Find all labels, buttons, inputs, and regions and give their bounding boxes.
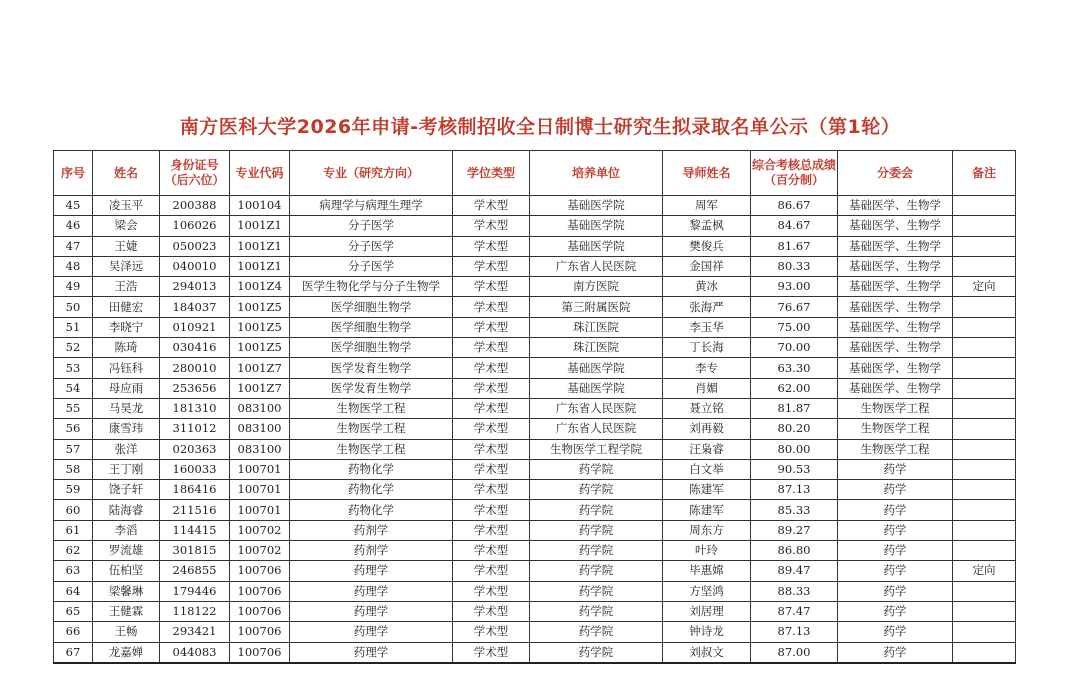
table-row <box>54 561 1016 581</box>
cell-name: 田健宏 <box>93 297 160 317</box>
table-row <box>54 520 1016 540</box>
cell-major-code: 100701 <box>230 480 290 500</box>
cell-total-score: 90.53 <box>751 459 838 479</box>
cell-remarks <box>953 378 1016 398</box>
cell-total-score: 89.47 <box>751 561 838 581</box>
cell-index: 47 <box>54 236 93 256</box>
cell-degree-type: 学术型 <box>453 439 530 459</box>
cell-degree-type: 学术型 <box>453 236 530 256</box>
cell-committee: 药学 <box>838 520 953 540</box>
cell-name: 陈琦 <box>93 338 160 358</box>
cell-name: 饶子轩 <box>93 480 160 500</box>
cell-training-unit: 珠江医院 <box>530 317 663 337</box>
cell-training-unit: 基础医学院 <box>530 216 663 236</box>
cell-index: 65 <box>54 601 93 621</box>
cell-degree-type: 学术型 <box>453 601 530 621</box>
cell-supervisor: 叶玲 <box>663 541 751 561</box>
cell-major-code: 100701 <box>230 500 290 520</box>
cell-id-suffix: 253656 <box>160 378 230 398</box>
cell-id-suffix: 293421 <box>160 622 230 642</box>
table-row <box>54 236 1016 256</box>
cell-remarks <box>953 520 1016 540</box>
cell-degree-type: 学术型 <box>453 642 530 663</box>
cell-major: 生物医学工程 <box>290 419 453 439</box>
cell-committee: 药学 <box>838 459 953 479</box>
cell-index: 49 <box>54 277 93 297</box>
table-row <box>54 459 1016 479</box>
cell-committee: 药学 <box>838 581 953 601</box>
cell-major-code: 100104 <box>230 196 290 216</box>
cell-degree-type: 学术型 <box>453 459 530 479</box>
cell-total-score: 80.33 <box>751 256 838 276</box>
cell-id-suffix: 160033 <box>160 459 230 479</box>
table-row <box>54 439 1016 459</box>
cell-remarks <box>953 419 1016 439</box>
cell-training-unit: 药学院 <box>530 541 663 561</box>
cell-major: 医学细胞生物学 <box>290 317 453 337</box>
cell-supervisor: 刘叔文 <box>663 642 751 663</box>
header-major: 专业（研究方向） <box>290 151 453 196</box>
cell-supervisor: 李玉华 <box>663 317 751 337</box>
cell-committee: 药学 <box>838 601 953 621</box>
cell-degree-type: 学术型 <box>453 561 530 581</box>
cell-major-code: 083100 <box>230 398 290 418</box>
cell-supervisor: 刘居理 <box>663 601 751 621</box>
header-committee: 分委会 <box>838 151 953 196</box>
table-row <box>54 317 1016 337</box>
cell-index: 48 <box>54 256 93 276</box>
cell-supervisor: 刘再毅 <box>663 419 751 439</box>
cell-remarks <box>953 581 1016 601</box>
cell-supervisor: 周军 <box>663 196 751 216</box>
cell-index: 56 <box>54 419 93 439</box>
cell-name: 李滔 <box>93 520 160 540</box>
cell-degree-type: 学术型 <box>453 480 530 500</box>
cell-id-suffix: 184037 <box>160 297 230 317</box>
cell-committee: 生物医学工程 <box>838 398 953 418</box>
cell-major: 医学生物化学与分子生物学 <box>290 277 453 297</box>
cell-degree-type: 学术型 <box>453 196 530 216</box>
table-row <box>54 398 1016 418</box>
cell-index: 66 <box>54 622 93 642</box>
cell-committee: 基础医学、生物学 <box>838 338 953 358</box>
cell-major: 药理学 <box>290 581 453 601</box>
table-row <box>54 480 1016 500</box>
cell-name: 马昊龙 <box>93 398 160 418</box>
cell-index: 54 <box>54 378 93 398</box>
cell-remarks <box>953 439 1016 459</box>
cell-index: 62 <box>54 541 93 561</box>
table-row <box>54 256 1016 276</box>
cell-training-unit: 药学院 <box>530 581 663 601</box>
cell-committee: 药学 <box>838 541 953 561</box>
cell-remarks <box>953 642 1016 663</box>
cell-major: 药理学 <box>290 642 453 663</box>
cell-id-suffix: 050023 <box>160 236 230 256</box>
table-row <box>54 622 1016 642</box>
cell-major-code: 100706 <box>230 581 290 601</box>
cell-major-code: 1001Z7 <box>230 358 290 378</box>
cell-name: 王畅 <box>93 622 160 642</box>
cell-major-code: 100706 <box>230 561 290 581</box>
cell-major: 药物化学 <box>290 459 453 479</box>
cell-training-unit: 药学院 <box>530 500 663 520</box>
header-training-unit: 培养单位 <box>530 151 663 196</box>
cell-supervisor: 黎孟枫 <box>663 216 751 236</box>
cell-supervisor: 周东方 <box>663 520 751 540</box>
cell-total-score: 81.87 <box>751 398 838 418</box>
header-remarks: 备注 <box>953 151 1016 196</box>
cell-total-score: 70.00 <box>751 338 838 358</box>
cell-major-code: 1001Z5 <box>230 338 290 358</box>
cell-id-suffix: 106026 <box>160 216 230 236</box>
cell-id-suffix: 186416 <box>160 480 230 500</box>
cell-major: 药理学 <box>290 561 453 581</box>
cell-supervisor: 方坚鸿 <box>663 581 751 601</box>
cell-id-suffix: 020363 <box>160 439 230 459</box>
cell-committee: 基础医学、生物学 <box>838 216 953 236</box>
table-row <box>54 358 1016 378</box>
cell-major: 分子医学 <box>290 256 453 276</box>
cell-major: 病理学与病理生理学 <box>290 196 453 216</box>
cell-training-unit: 广东省人民医院 <box>530 419 663 439</box>
cell-supervisor: 肖媚 <box>663 378 751 398</box>
cell-id-suffix: 044083 <box>160 642 230 663</box>
cell-major: 医学发育生物学 <box>290 378 453 398</box>
cell-major-code: 1001Z4 <box>230 277 290 297</box>
cell-major: 医学细胞生物学 <box>290 297 453 317</box>
cell-name: 母应雨 <box>93 378 160 398</box>
cell-degree-type: 学术型 <box>453 256 530 276</box>
cell-total-score: 87.00 <box>751 642 838 663</box>
table-row <box>54 378 1016 398</box>
cell-supervisor: 汪枭睿 <box>663 439 751 459</box>
cell-committee: 药学 <box>838 642 953 663</box>
cell-degree-type: 学术型 <box>453 398 530 418</box>
cell-degree-type: 学术型 <box>453 338 530 358</box>
cell-training-unit: 第三附属医院 <box>530 297 663 317</box>
cell-remarks <box>953 398 1016 418</box>
cell-supervisor: 白文举 <box>663 459 751 479</box>
cell-name: 龙嘉婵 <box>93 642 160 663</box>
cell-id-suffix: 301815 <box>160 541 230 561</box>
cell-id-suffix: 280010 <box>160 358 230 378</box>
cell-remarks <box>953 541 1016 561</box>
cell-total-score: 76.67 <box>751 297 838 317</box>
cell-major: 药物化学 <box>290 480 453 500</box>
cell-training-unit: 药学院 <box>530 642 663 663</box>
cell-committee: 基础医学、生物学 <box>838 277 953 297</box>
cell-supervisor: 丁长海 <box>663 338 751 358</box>
table-row <box>54 581 1016 601</box>
cell-committee: 药学 <box>838 500 953 520</box>
cell-degree-type: 学术型 <box>453 622 530 642</box>
cell-total-score: 87.13 <box>751 622 838 642</box>
cell-training-unit: 药学院 <box>530 459 663 479</box>
cell-training-unit: 南方医院 <box>530 277 663 297</box>
cell-id-suffix: 114415 <box>160 520 230 540</box>
cell-committee: 药学 <box>838 622 953 642</box>
cell-committee: 药学 <box>838 480 953 500</box>
cell-supervisor: 李专 <box>663 358 751 378</box>
cell-total-score: 62.00 <box>751 378 838 398</box>
cell-total-score: 86.80 <box>751 541 838 561</box>
cell-major-code: 1001Z5 <box>230 317 290 337</box>
cell-index: 64 <box>54 581 93 601</box>
cell-supervisor: 陈建军 <box>663 480 751 500</box>
table-row <box>54 601 1016 621</box>
table-row <box>54 419 1016 439</box>
header-total-score: 综合考核总成绩（百分制） <box>751 151 838 196</box>
cell-supervisor: 陈建军 <box>663 500 751 520</box>
cell-degree-type: 学术型 <box>453 277 530 297</box>
cell-major: 生物医学工程 <box>290 398 453 418</box>
table-row <box>54 642 1016 663</box>
cell-supervisor: 黄冰 <box>663 277 751 297</box>
cell-name: 张洋 <box>93 439 160 459</box>
cell-major-code: 100706 <box>230 601 290 621</box>
cell-training-unit: 药学院 <box>530 561 663 581</box>
cell-remarks <box>953 459 1016 479</box>
cell-remarks <box>953 480 1016 500</box>
cell-total-score: 87.13 <box>751 480 838 500</box>
cell-major-code: 1001Z1 <box>230 216 290 236</box>
cell-name: 凌玉平 <box>93 196 160 216</box>
cell-remarks <box>953 338 1016 358</box>
cell-training-unit: 药学院 <box>530 622 663 642</box>
cell-major: 分子医学 <box>290 216 453 236</box>
cell-remarks <box>953 358 1016 378</box>
cell-name: 李晓宁 <box>93 317 160 337</box>
cell-committee: 基础医学、生物学 <box>838 297 953 317</box>
cell-training-unit: 珠江医院 <box>530 338 663 358</box>
cell-committee: 基础医学、生物学 <box>838 317 953 337</box>
cell-training-unit: 药学院 <box>530 601 663 621</box>
cell-major-code: 083100 <box>230 439 290 459</box>
cell-id-suffix: 211516 <box>160 500 230 520</box>
cell-index: 61 <box>54 520 93 540</box>
cell-remarks <box>953 500 1016 520</box>
cell-remarks <box>953 256 1016 276</box>
cell-major: 药理学 <box>290 601 453 621</box>
cell-name: 罗流雄 <box>93 541 160 561</box>
cell-major-code: 100706 <box>230 642 290 663</box>
cell-major: 分子医学 <box>290 236 453 256</box>
cell-major-code: 1001Z7 <box>230 378 290 398</box>
cell-index: 55 <box>54 398 93 418</box>
cell-id-suffix: 181310 <box>160 398 230 418</box>
admission-table <box>53 150 1016 664</box>
cell-major: 药物化学 <box>290 500 453 520</box>
cell-total-score: 80.20 <box>751 419 838 439</box>
cell-index: 50 <box>54 297 93 317</box>
page-title: 南方医科大学2026年申请-考核制招收全日制博士研究生拟录取名单公示（第1轮） <box>179 116 901 138</box>
cell-major-code: 100701 <box>230 459 290 479</box>
cell-total-score: 86.67 <box>751 196 838 216</box>
cell-total-score: 89.27 <box>751 520 838 540</box>
cell-index: 53 <box>54 358 93 378</box>
cell-major-code: 1001Z1 <box>230 256 290 276</box>
cell-index: 67 <box>54 642 93 663</box>
cell-remarks: 定向 <box>953 561 1016 581</box>
cell-major-code: 1001Z1 <box>230 236 290 256</box>
cell-remarks <box>953 601 1016 621</box>
cell-training-unit: 药学院 <box>530 480 663 500</box>
cell-supervisor: 毕惠嫦 <box>663 561 751 581</box>
cell-total-score: 81.67 <box>751 236 838 256</box>
cell-index: 59 <box>54 480 93 500</box>
header-id-suffix: 身份证号（后六位） <box>160 151 230 196</box>
cell-training-unit: 广东省人民医院 <box>530 398 663 418</box>
cell-degree-type: 学术型 <box>453 378 530 398</box>
cell-degree-type: 学术型 <box>453 581 530 601</box>
cell-remarks <box>953 317 1016 337</box>
cell-degree-type: 学术型 <box>453 317 530 337</box>
cell-supervisor: 钟诗龙 <box>663 622 751 642</box>
cell-training-unit: 基础医学院 <box>530 358 663 378</box>
cell-index: 51 <box>54 317 93 337</box>
cell-committee: 基础医学、生物学 <box>838 236 953 256</box>
cell-remarks <box>953 216 1016 236</box>
table-row <box>54 500 1016 520</box>
cell-total-score: 85.33 <box>751 500 838 520</box>
cell-id-suffix: 246855 <box>160 561 230 581</box>
cell-name: 王丁刚 <box>93 459 160 479</box>
cell-id-suffix: 179446 <box>160 581 230 601</box>
cell-total-score: 63.30 <box>751 358 838 378</box>
cell-remarks <box>953 622 1016 642</box>
cell-degree-type: 学术型 <box>453 419 530 439</box>
header-major-code: 专业代码 <box>230 151 290 196</box>
cell-total-score: 84.67 <box>751 216 838 236</box>
cell-degree-type: 学术型 <box>453 216 530 236</box>
cell-total-score: 87.47 <box>751 601 838 621</box>
table-row <box>54 277 1016 297</box>
cell-training-unit: 基础医学院 <box>530 196 663 216</box>
cell-committee: 药学 <box>838 561 953 581</box>
cell-supervisor: 樊俊兵 <box>663 236 751 256</box>
table-row <box>54 196 1016 216</box>
cell-major: 医学发育生物学 <box>290 358 453 378</box>
cell-committee: 基础医学、生物学 <box>838 256 953 276</box>
cell-name: 王浩 <box>93 277 160 297</box>
header-index: 序号 <box>54 151 93 196</box>
cell-total-score: 93.00 <box>751 277 838 297</box>
cell-name: 陆海睿 <box>93 500 160 520</box>
cell-training-unit: 基础医学院 <box>530 378 663 398</box>
cell-name: 吴泽远 <box>93 256 160 276</box>
cell-major: 药理学 <box>290 622 453 642</box>
cell-id-suffix: 294013 <box>160 277 230 297</box>
cell-committee: 基础医学、生物学 <box>838 358 953 378</box>
cell-committee: 生物医学工程 <box>838 439 953 459</box>
cell-index: 60 <box>54 500 93 520</box>
cell-index: 58 <box>54 459 93 479</box>
cell-major-code: 100702 <box>230 541 290 561</box>
cell-index: 45 <box>54 196 93 216</box>
cell-supervisor: 聂立铭 <box>663 398 751 418</box>
cell-name: 伍柏坚 <box>93 561 160 581</box>
cell-remarks <box>953 236 1016 256</box>
cell-total-score: 80.00 <box>751 439 838 459</box>
table-row <box>54 541 1016 561</box>
cell-remarks: 定向 <box>953 277 1016 297</box>
cell-training-unit: 生物医学工程学院 <box>530 439 663 459</box>
cell-id-suffix: 030416 <box>160 338 230 358</box>
cell-name: 康雪玮 <box>93 419 160 439</box>
table-row <box>54 338 1016 358</box>
cell-index: 63 <box>54 561 93 581</box>
cell-total-score: 88.33 <box>751 581 838 601</box>
cell-committee: 基础医学、生物学 <box>838 378 953 398</box>
cell-training-unit: 基础医学院 <box>530 236 663 256</box>
header-name: 姓名 <box>93 151 160 196</box>
table-body <box>54 196 1016 663</box>
cell-remarks <box>953 297 1016 317</box>
cell-name: 王婕 <box>93 236 160 256</box>
table-row <box>54 216 1016 236</box>
cell-major: 医学细胞生物学 <box>290 338 453 358</box>
cell-index: 52 <box>54 338 93 358</box>
cell-id-suffix: 118122 <box>160 601 230 621</box>
cell-degree-type: 学术型 <box>453 541 530 561</box>
cell-major: 生物医学工程 <box>290 439 453 459</box>
cell-name: 梁会 <box>93 216 160 236</box>
cell-committee: 生物医学工程 <box>838 419 953 439</box>
cell-major-code: 100702 <box>230 520 290 540</box>
cell-committee: 基础医学、生物学 <box>838 196 953 216</box>
cell-index: 57 <box>54 439 93 459</box>
cell-degree-type: 学术型 <box>453 500 530 520</box>
cell-supervisor: 张海严 <box>663 297 751 317</box>
cell-supervisor: 金国祥 <box>663 256 751 276</box>
cell-name: 梁馨琳 <box>93 581 160 601</box>
cell-id-suffix: 200388 <box>160 196 230 216</box>
cell-id-suffix: 311012 <box>160 419 230 439</box>
cell-degree-type: 学术型 <box>453 358 530 378</box>
table-row <box>54 297 1016 317</box>
header-supervisor: 导师姓名 <box>663 151 751 196</box>
cell-id-suffix: 040010 <box>160 256 230 276</box>
cell-major: 药剂学 <box>290 520 453 540</box>
cell-major-code: 1001Z5 <box>230 297 290 317</box>
cell-index: 46 <box>54 216 93 236</box>
cell-major-code: 100706 <box>230 622 290 642</box>
cell-training-unit: 广东省人民医院 <box>530 256 663 276</box>
cell-name: 王健霖 <box>93 601 160 621</box>
header-degree-type: 学位类型 <box>453 151 530 196</box>
cell-degree-type: 学术型 <box>453 520 530 540</box>
cell-major: 药剂学 <box>290 541 453 561</box>
cell-id-suffix: 010921 <box>160 317 230 337</box>
cell-remarks <box>953 196 1016 216</box>
cell-total-score: 75.00 <box>751 317 838 337</box>
cell-major-code: 083100 <box>230 419 290 439</box>
cell-training-unit: 药学院 <box>530 520 663 540</box>
cell-name: 冯钰科 <box>93 358 160 378</box>
table-header-row <box>54 151 1016 196</box>
cell-degree-type: 学术型 <box>453 297 530 317</box>
